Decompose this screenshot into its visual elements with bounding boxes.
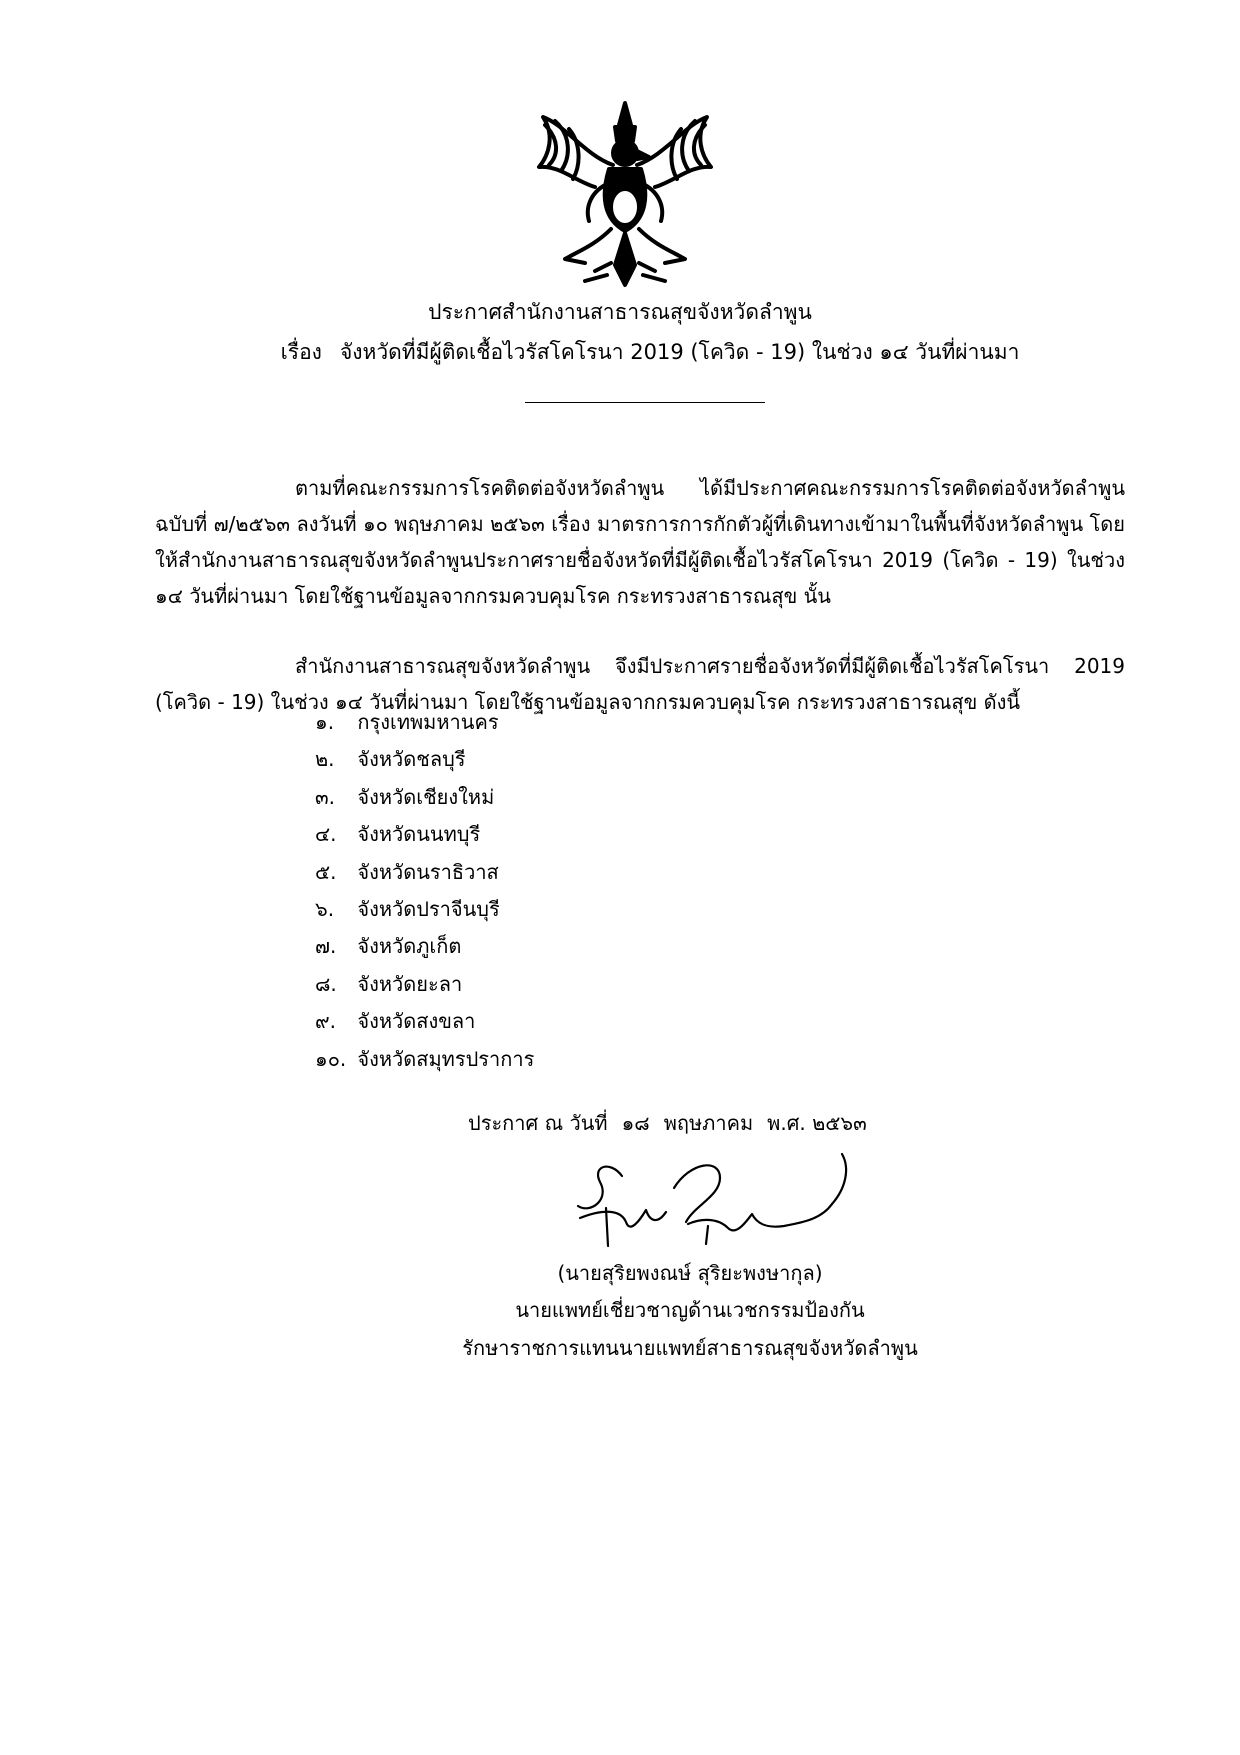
signatory-position: นายแพทย์เชี่ยวชาญด้านเวชกรรมป้องกัน — [515, 1298, 865, 1322]
date-month: พฤษภาคม — [663, 1111, 754, 1135]
list-item — [315, 1003, 534, 1040]
list-item — [315, 891, 534, 928]
list-item-name: จังหวัดนนทบุรี — [357, 822, 481, 847]
list-item-number: ๕. — [315, 859, 337, 884]
list-item-number: ๓. — [315, 784, 336, 809]
signatory-acting-role: รักษาราชการแทนนายแพทย์สาธารณสุขจังหวัดลำพูน — [462, 1336, 918, 1360]
title-divider — [525, 402, 765, 403]
list-item — [315, 1041, 534, 1078]
list-item — [315, 741, 534, 778]
announcement-subject — [30, 337, 1240, 367]
list-item-number: ๖. — [315, 897, 335, 922]
list-item-name: กรุงเทพมหานคร — [357, 710, 499, 734]
list-item-name: จังหวัดยะลา — [357, 971, 463, 996]
list-item — [315, 779, 534, 816]
list-item-name: จังหวัดภูเก็ต — [357, 934, 462, 959]
list-item-number: ๙. — [315, 1009, 337, 1034]
list-item-name: จังหวัดสงขลา — [357, 1009, 476, 1034]
announcement-title: ประกาศสำนักงานสาธารณสุขจังหวัดลำพูน — [428, 300, 812, 324]
subject-label: เรื่อง — [280, 340, 322, 364]
list-item-number: ๔. — [315, 822, 337, 847]
list-item-name: จังหวัดเชียงใหม่ — [357, 784, 495, 809]
list-item-number: ๑๐. — [315, 1046, 347, 1071]
body-paragraph-2: สำนักงานสาธารณสุขจังหวัดลำพูน จึงมีประกาศรายชื่อจังหวัดที่มีผู้ติดเชื้อไวรัสโคโรนา 2019 (โควิด - 19) ในช่วง ๑๔ วันที่ผ่านมา โดยใช้ฐานข้อมูลจากกรมควบคุมโรค กระทรวงสาธารณสุข ดังนี้ — [155, 654, 1125, 714]
date-prefix: ประกาศ ณ วันที่ — [468, 1111, 608, 1135]
list-item-number: ๗. — [315, 934, 337, 959]
signatory-name: (นายสุริยพงณษ์ สุริยะพงษากุล) — [557, 1261, 823, 1285]
list-item — [315, 816, 534, 853]
subject-text: จังหวัดที่มีผู้ติดเชื้อไวรัสโคโรนา 2019 (โควิด - 19) ในช่วง ๑๔ วันที่ผ่านมา — [339, 340, 1020, 364]
list-item-name: จังหวัดนราธิวาส — [357, 859, 499, 884]
list-item — [315, 928, 534, 965]
list-item-number: ๑. — [315, 710, 335, 734]
announcement-date — [468, 1108, 881, 1138]
province-list — [315, 704, 534, 1078]
handwritten-signature-icon — [570, 1148, 880, 1248]
list-item-number: ๘. — [315, 971, 337, 996]
list-item-name: จังหวัดสมุทรปราการ — [357, 1046, 535, 1071]
list-item-number: ๒. — [315, 747, 335, 772]
garuda-emblem-icon — [525, 95, 725, 290]
body-paragraph-1: ตามที่คณะกรรมการโรคติดต่อจังหวัดลำพูน ได้มีประกาศคณะกรรมการโรคติดต่อจังหวัดลำพูน ฉบับที่ ๗/๒๕๖๓ ลงวันที่ ๑๐ พฤษภาคม ๒๕๖๓ เรื่อง มาตรการการกักตัวผู้ที่เดินทางเข้ามาในพื้นที่จังหวัดลำพูน โดยให้สำนักงานสาธารณสุขจังหวัดลำพูนประกาศรายชื่อจังหวัดที่มีผู้ติดเชื้อไวรัสโคโรนา 2019 (โควิด - 19) ในช่วง ๑๔ วันที่ผ่านมา โดยใช้ฐานข้อมูลจากกรมควบคุมโรค กระทรวงสาธารณสุข นั้น — [155, 476, 1125, 608]
list-item-name: จังหวัดปราจีนบุรี — [357, 897, 500, 922]
list-item — [315, 966, 534, 1003]
list-item-name: จังหวัดชลบุรี — [357, 747, 466, 772]
list-item — [315, 704, 534, 741]
date-year: พ.ศ. ๒๕๖๓ — [767, 1111, 867, 1135]
date-day: ๑๘ — [621, 1111, 650, 1135]
list-item — [315, 854, 534, 891]
